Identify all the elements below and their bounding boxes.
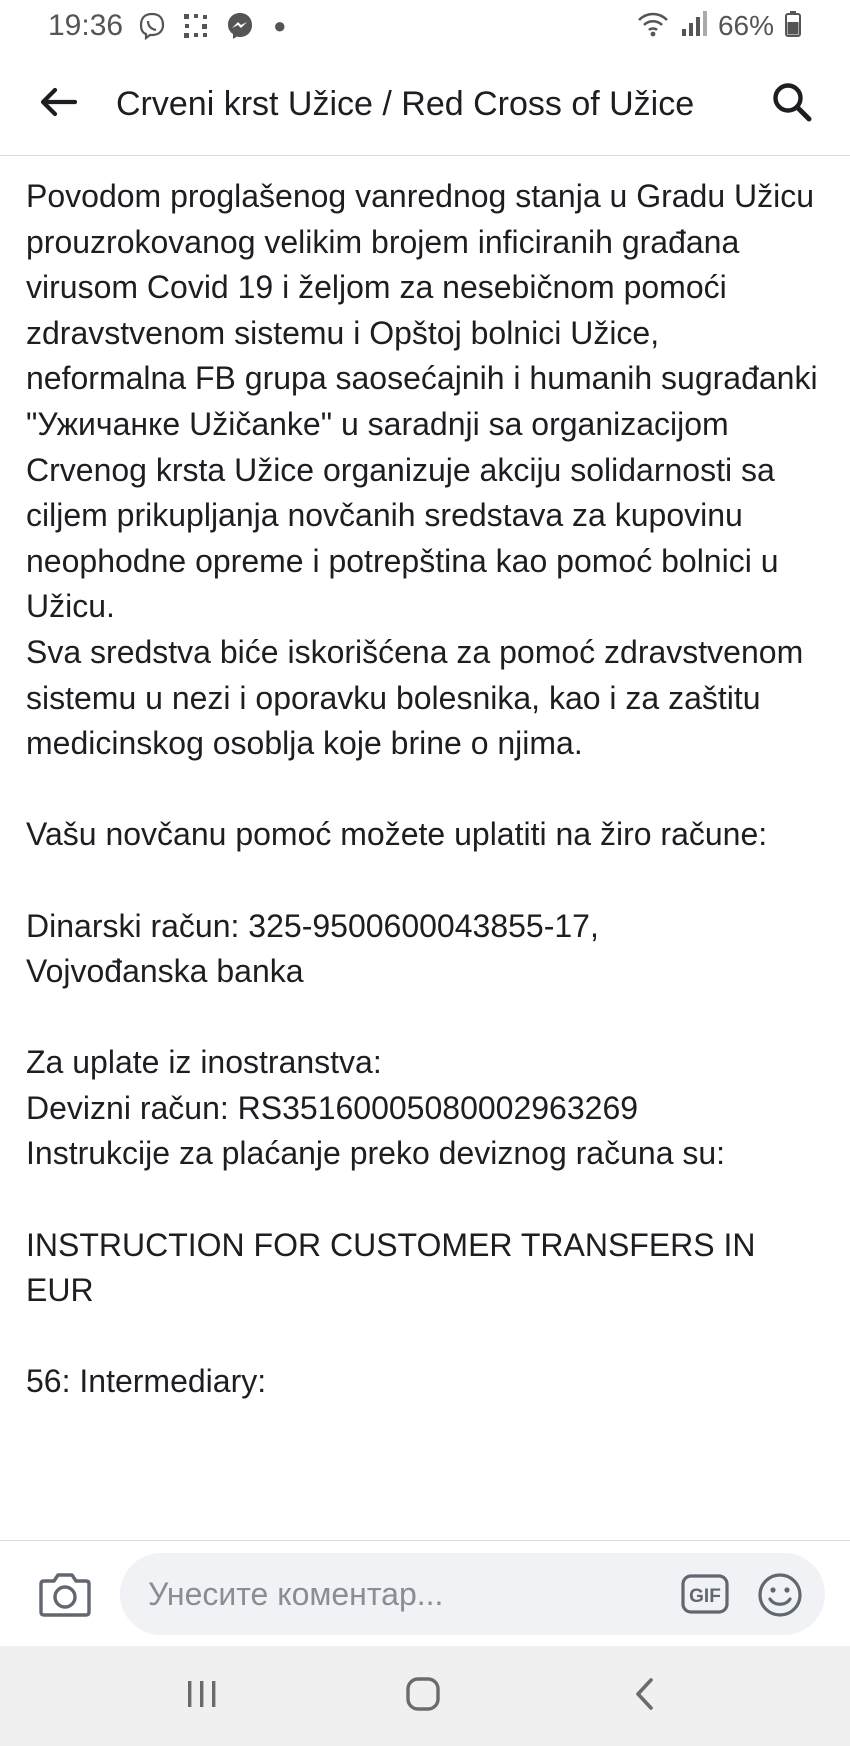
signal-icon bbox=[680, 9, 708, 44]
page-title: Crveni krst Užice / Red Cross of Užice bbox=[116, 85, 695, 123]
search-button[interactable] bbox=[764, 76, 820, 132]
comment-input[interactable] bbox=[120, 1553, 825, 1635]
battery-percent: 66% bbox=[717, 10, 774, 41]
viber-icon bbox=[137, 11, 167, 41]
comment-composer bbox=[0, 1540, 850, 1646]
back-button[interactable] bbox=[30, 78, 86, 130]
camera-icon bbox=[38, 1606, 92, 1623]
battery-icon bbox=[784, 9, 802, 44]
recents-icon bbox=[184, 1677, 220, 1716]
wifi-icon bbox=[636, 9, 670, 44]
post-blank-line bbox=[26, 767, 826, 813]
post-body bbox=[26, 174, 826, 1405]
gif-button[interactable] bbox=[680, 1571, 730, 1617]
post-paragraph: INSTRUCTION FOR CUSTOMER TRANSFERS IN EUR bbox=[26, 1226, 765, 1309]
app-header bbox=[0, 52, 850, 156]
post-paragraph: Dinarski račun: 325-9500600043855-17, Vojvođanska banka bbox=[26, 907, 599, 990]
notification-dot: ● bbox=[273, 13, 287, 38]
post-blank-line bbox=[26, 1314, 826, 1360]
post-blank-line bbox=[26, 1177, 826, 1223]
recents-button[interactable] bbox=[177, 1674, 227, 1718]
emoji-button[interactable] bbox=[756, 1571, 804, 1619]
navigation-bar bbox=[0, 1646, 850, 1746]
post-paragraph: 56: Intermediary: bbox=[26, 1363, 267, 1400]
home-icon bbox=[404, 1675, 442, 1718]
post-paragraph: Povodom proglašenog vanrednog stanja u Gradu Užicu prouzrokovanog velikim brojem inficiranih građana virusom Covid 19 i željom za nesebičnom pomoći zdravstvenom sistemu i Opštoj bolnici Užice, neformalna FB grupa saosećajnih i humanih sugrađanki "Ужичанке Užičanke" u saradnji sa organizacijom Crvenog krsta Užice organizuje akciju solidarnosti sa ciljem prikupljanja novčanih sredstava za kupovinu neophodne opreme i potrepština kao pomoć bolnici u Užicu. Sva sredstva biće iskorišćena za pomoć zdravstvenom sistemu u nezi i oporavku bolesnika, kao i za zaštitu medicinskog osoblja koje brine o njima. bbox=[26, 178, 818, 762]
back-chevron-icon bbox=[631, 1676, 659, 1717]
back-arrow-icon bbox=[39, 86, 77, 123]
messenger-icon bbox=[225, 11, 255, 41]
status-right bbox=[636, 9, 802, 44]
comment-placeholder: Унесите коментар... bbox=[148, 1576, 444, 1612]
post-paragraph: Vašu novčanu pomoć možete uplatiti na žiro račune: bbox=[26, 816, 768, 853]
post-blank-line bbox=[26, 858, 826, 904]
system-back-button[interactable] bbox=[620, 1674, 670, 1718]
post-blank-line bbox=[26, 995, 826, 1041]
camera-button[interactable] bbox=[38, 1569, 92, 1619]
emoji-icon bbox=[756, 1606, 804, 1623]
home-button[interactable] bbox=[398, 1674, 448, 1718]
scan-icon bbox=[181, 11, 211, 41]
status-left bbox=[48, 9, 286, 43]
post-paragraph: Za uplate iz inostranstva: Devizni račun: RS35160005080002963269 Instrukcije za plaćanje preko deviznog računa su: bbox=[26, 1044, 726, 1172]
gif-label: GIF bbox=[689, 1586, 721, 1607]
status-time: 19:36 bbox=[48, 9, 124, 42]
status-bar bbox=[0, 0, 850, 52]
search-icon bbox=[770, 80, 814, 129]
